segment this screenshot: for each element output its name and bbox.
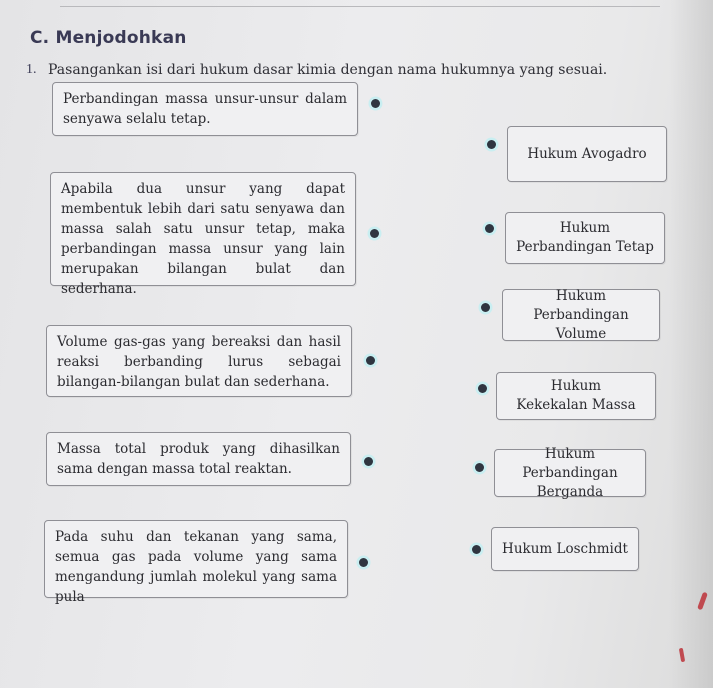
law-box-loschmidt (491, 527, 639, 571)
law-name-line1: Hukum Loschmidt (502, 540, 628, 557)
section-title: C. Menjodohkan (30, 28, 187, 48)
page-top-rule (60, 6, 660, 7)
law-4-connector-dot[interactable] (478, 384, 487, 393)
statement-text: Volume gas-gas yang bereaksi dan hasil reaksi berbanding lurus sebagai bilangan-bilangan bulat dan sederhana. (57, 334, 341, 390)
page-edge-shadow (669, 0, 713, 688)
statement-text: Perbandingan massa unsur-unsur dalam senyawa selalu tetap. (63, 91, 347, 127)
law-3-connector-dot[interactable] (481, 303, 490, 312)
statement-box-1 (52, 82, 358, 136)
statement-text: Pada suhu dan tekanan yang sama, semua gas pada volume yang sama mengandung jumlah molekul yang sama pula (55, 529, 337, 605)
law-name-line2: Perbandingan Tetap (516, 239, 654, 255)
question-number: 1. (26, 62, 37, 77)
statement-box-4 (46, 432, 351, 486)
statement-box-2 (50, 172, 356, 297)
statement-2-connector-dot[interactable] (370, 229, 379, 238)
law-name-line1: Hukum (550, 378, 602, 394)
law-name-line1: Hukum Avogadro (527, 145, 647, 162)
question-instruction: Pasangankan isi dari hukum dasar kimia dengan nama hukumnya yang sesuai. (48, 62, 608, 78)
law-name-line2: Kekekalan Massa (516, 397, 636, 413)
statement-4-connector-dot[interactable] (364, 457, 373, 466)
statement-box-3 (46, 325, 352, 397)
law-name-line2: Berganda (536, 483, 604, 500)
law-box-avogadro (507, 126, 667, 182)
statement-box-5 (44, 520, 348, 605)
law-6-connector-dot[interactable] (472, 545, 481, 554)
statement-3-connector-dot[interactable] (366, 356, 375, 365)
law-name-line1: Hukum (559, 220, 611, 236)
law-box-kekekalan-massa (496, 372, 656, 420)
law-box-perbandingan-tetap (505, 212, 665, 264)
law-box-perbandingan-berganda (494, 445, 646, 500)
law-box-perbandingan-volume (502, 289, 660, 341)
law-name-line1: Hukum Perbandingan (533, 287, 629, 323)
law-5-connector-dot[interactable] (475, 463, 484, 472)
law-name-line2: Volume (555, 325, 607, 342)
statement-5-connector-dot[interactable] (359, 558, 368, 567)
statement-text: Apabila dua unsur yang dapat membentuk lebih dari satu senyawa dan massa salah satu unsur tetap, maka perbandingan massa unsur yang lain merupakan bilangan bulat dan sederhana. (61, 181, 345, 297)
statement-text: Massa total produk yang dihasilkan sama dengan massa total reaktan. (57, 441, 340, 477)
law-name-line1: Hukum Perbandingan (522, 445, 618, 481)
law-1-connector-dot[interactable] (487, 140, 496, 149)
law-2-connector-dot[interactable] (485, 224, 494, 233)
statement-1-connector-dot[interactable] (371, 99, 380, 108)
